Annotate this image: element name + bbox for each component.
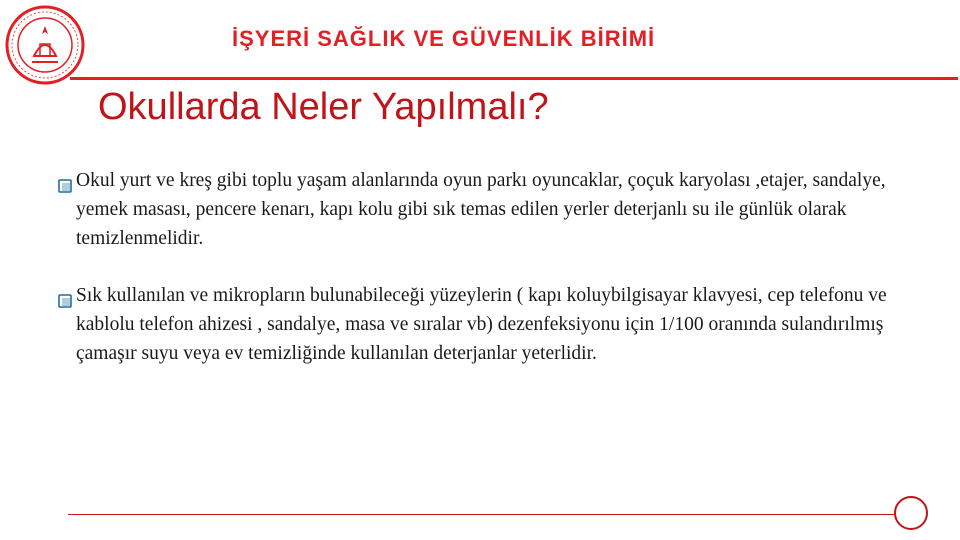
ministry-seal-icon	[4, 4, 86, 86]
bullet-list	[56, 166, 936, 396]
footer-circle-ornament	[894, 496, 928, 530]
checkbox-bullet-icon	[58, 173, 72, 187]
bullet-item	[56, 281, 936, 368]
footer-divider	[68, 514, 894, 515]
header-divider	[70, 77, 958, 80]
unit-title: İŞYERİ SAĞLIK VE GÜVENLİK BİRİMİ	[232, 26, 656, 51]
bullet-text: Okul yurt ve kreş gibi toplu yaşam alanlarında oyun parkı oyuncaklar, çoçuk karyolası ,etajer, sandalye, yemek masası, pencere kenarı, kapı kolu gibi sık temas edilen yerler deterjanlı su ile günlük olarak temizlenmelidir.	[76, 170, 886, 249]
bullet-item	[56, 166, 936, 253]
bullet-text: Sık kullanılan ve mikropların bulunabileceği yüzeylerin ( kapı koluybilgisayar klavyesi, cep telefonu ve kablolu telefon ahizesi , sandalye, masa ve sıralar vb) dezenfeksiyonu için 1/100 oranında sulandırılmış çamaşır suyu veya ev temizliğinde kullanılan deterjanlar yeterlidir.	[76, 285, 887, 364]
slide-title: Okullarda Neler Yapılmalı?	[98, 86, 549, 128]
checkbox-bullet-icon	[58, 288, 72, 302]
